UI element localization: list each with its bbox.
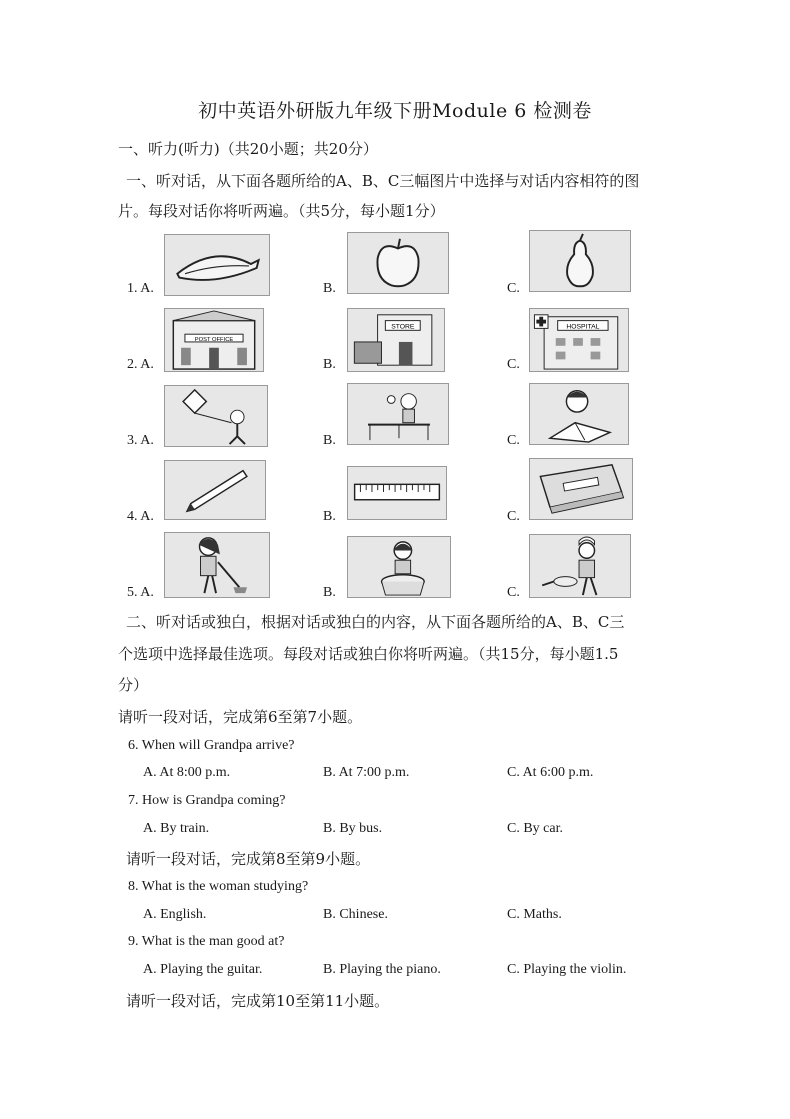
page-title: 初中英语外研版九年级下册Module 6 检测卷 — [198, 100, 592, 122]
pencil-case-icon[interactable] — [529, 458, 633, 520]
q6-option-b[interactable]: B. At 7:00 p.m. — [323, 765, 410, 780]
option-a-label: 1. A. — [127, 281, 154, 296]
post-office-icon[interactable] — [164, 308, 264, 372]
q7-option-b[interactable]: B. By bus. — [323, 821, 383, 836]
hospital-sign: HOSPITAL — [566, 323, 600, 331]
section2-instruction-cont: 个选项中选择最佳选项。每段对话或独白你将听两遍。（共15分，每小题1.5 — [118, 645, 619, 663]
dialogue-intro-1: 请听一段对话，完成第6至第7小题。 — [118, 708, 363, 726]
store-icon[interactable] — [347, 308, 445, 372]
hospital-icon[interactable] — [529, 308, 629, 372]
post-office-sign: POST OFFICE — [194, 336, 234, 343]
question-8: 8. What is the woman studying? — [128, 879, 309, 894]
sweeping-girl-icon[interactable] — [164, 532, 270, 598]
option-a-label: 3. A. — [127, 433, 154, 448]
question-7: 7. How is Grandpa coming? — [128, 793, 286, 808]
option-a-label: 5. A. — [127, 585, 154, 600]
dialogue-intro-2: 请听一段对话，完成第8至第9小题。 — [126, 850, 371, 868]
option-b-label: B. — [323, 357, 336, 372]
option-b-label: B. — [323, 281, 336, 296]
section2-instruction: 二、听对话或独白，根据对话或独白的内容，从下面各题所给的A、B、C三 — [126, 613, 625, 631]
option-c-label: C. — [507, 433, 520, 448]
q9-option-b[interactable]: B. Playing the piano. — [323, 962, 441, 977]
question-9: 9. What is the man good at? — [128, 934, 285, 949]
question-row-1 — [0, 230, 790, 300]
option-b-label: B. — [323, 509, 336, 524]
q8-option-a[interactable]: A. English. — [143, 907, 207, 922]
section1-heading: 一、听力(听力)（共20小题；共20分） — [118, 140, 378, 158]
option-c-label: C. — [507, 509, 520, 524]
option-a-label: 2. A. — [127, 357, 154, 372]
cooking-girl-icon[interactable] — [529, 534, 631, 598]
reading-boy-icon[interactable] — [529, 383, 629, 445]
question-row-2 — [0, 306, 790, 376]
option-a-label: 4. A. — [127, 509, 154, 524]
table-tennis-icon[interactable] — [347, 383, 449, 445]
apple-icon[interactable] — [347, 232, 449, 294]
question-row-4 — [0, 458, 790, 528]
option-b-label: B. — [323, 585, 336, 600]
question-6: 6. When will Grandpa arrive? — [128, 738, 295, 753]
option-c-label: C. — [507, 357, 520, 372]
ruler-icon[interactable] — [347, 466, 447, 520]
option-c-label: C. — [507, 281, 520, 296]
q7-option-c[interactable]: C. By car. — [507, 821, 563, 836]
q8-option-c[interactable]: C. Maths. — [507, 907, 562, 922]
section1-instruction: 一、听对话，从下面各题所给的A、B、C三幅图片中选择与对话内容相符的图 — [126, 172, 640, 190]
q8-option-b[interactable]: B. Chinese. — [323, 907, 388, 922]
pencil-icon[interactable] — [164, 460, 266, 520]
q6-option-a[interactable]: A. At 8:00 p.m. — [143, 765, 231, 780]
washing-girl-icon[interactable] — [347, 536, 451, 598]
banana-icon[interactable] — [164, 234, 270, 296]
option-b-label: B. — [323, 433, 336, 448]
pear-icon[interactable] — [529, 230, 631, 292]
kite-flying-icon[interactable] — [164, 385, 268, 447]
q9-option-c[interactable]: C. Playing the violin. — [507, 962, 627, 977]
section1-instruction-cont: 片。每段对话你将听两遍。（共5分，每小题1分） — [118, 202, 445, 220]
section2-instruction-end: 分） — [118, 676, 149, 694]
q7-option-a[interactable]: A. By train. — [143, 821, 210, 836]
question-row-3 — [0, 382, 790, 452]
q6-option-c[interactable]: C. At 6:00 p.m. — [507, 765, 594, 780]
option-c-label: C. — [507, 585, 520, 600]
dialogue-intro-3: 请听一段对话，完成第10至第11小题。 — [126, 992, 390, 1010]
store-sign: STORE — [391, 323, 415, 331]
q9-option-a[interactable]: A. Playing the guitar. — [143, 962, 263, 977]
question-row-5 — [0, 532, 790, 602]
